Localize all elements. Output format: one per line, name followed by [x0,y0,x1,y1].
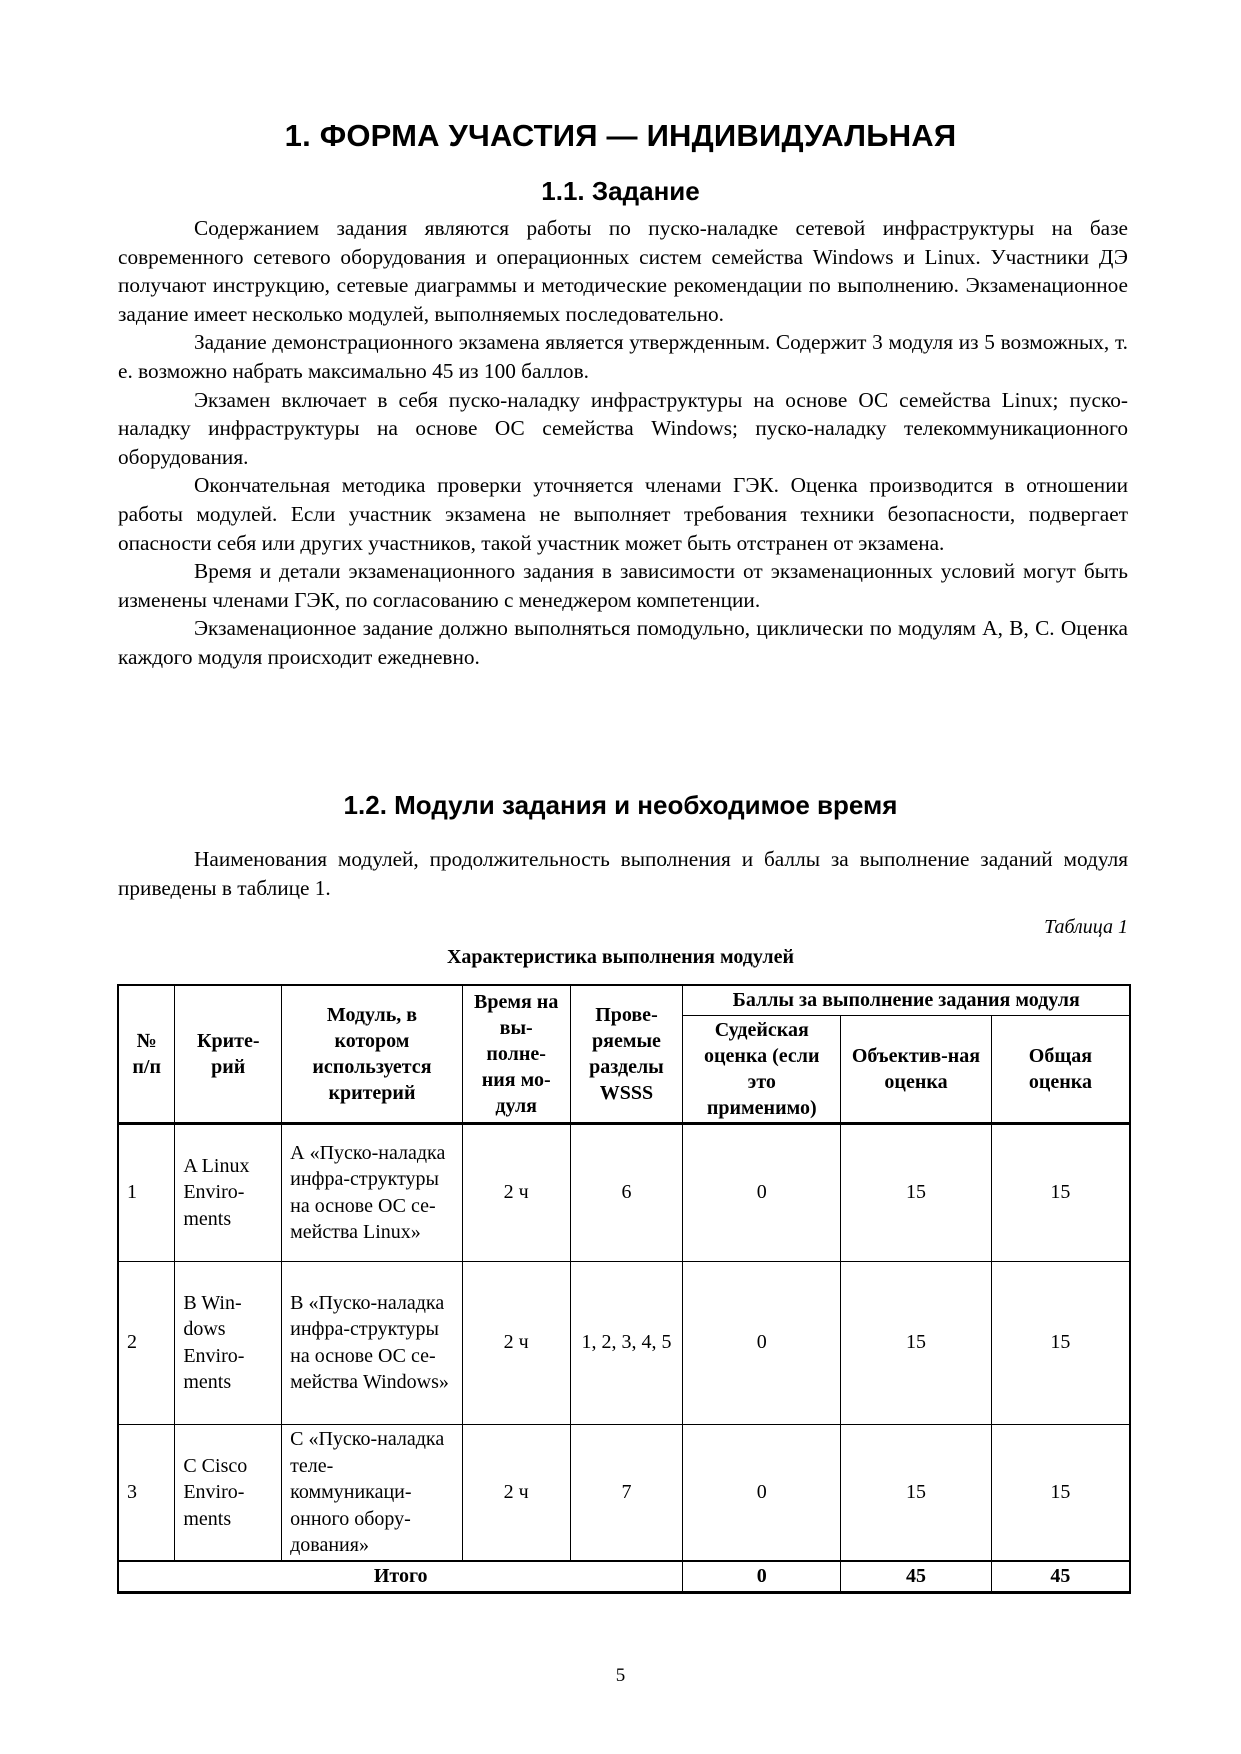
modules-table [117,984,1131,1594]
cell-criterion: B Win-dows Enviro-ments [175,1261,282,1424]
header-module: Модуль, в котором используется критерий [282,985,463,1123]
cell-time: 2 ч [462,1123,570,1261]
subsection-title-task: 1.1. Задание [541,176,700,206]
table-title: Характеристика выполнения модулей [446,946,795,968]
header-judge: Судейская оценка (если это применимо) [683,1015,841,1123]
cell-total: 15 [991,1123,1130,1261]
section-title: 1. ФОРМА УЧАСТИЯ — ИНДИВИДУАЛЬНАЯ [284,118,957,153]
table-row [118,1123,1130,1261]
cell-sections: 7 [570,1424,683,1561]
header-criterion: Крите-рий [175,985,282,1123]
cell-judge: 0 [683,1261,841,1424]
paragraph: Задание демонстрационного экзамена является утвержденным. Содержит 3 модуля из 5 возможных, т. е. возможно набрать максимально 45 из 100 баллов. [118,330,1128,383]
cell-sections: 1, 2, 3, 4, 5 [570,1261,683,1424]
cell-judge: 0 [683,1123,841,1261]
paragraph: Экзаменационное задание должно выполняться помодульно, циклически по модулям A, B, C. Оценка каждого модуля происходит ежедневно. [118,616,1128,669]
cell-objective: 15 [841,1261,992,1424]
cell-judge: 0 [683,1424,841,1561]
total-total: 45 [991,1561,1130,1592]
cell-criterion: A Linux Enviro-ments [175,1123,282,1261]
table-row [118,1261,1130,1424]
cell-num: 2 [118,1261,175,1424]
cell-num: 1 [118,1123,175,1261]
subsection-title-modules: 1.2. Модули задания и необходимое время [343,790,898,820]
header-points-group: Баллы за выполнение задания модуля [683,985,1130,1015]
total-judge: 0 [683,1561,841,1592]
cell-objective: 15 [841,1424,992,1561]
task-description [118,214,1128,672]
header-time: Время на вы-полне-ния мо-дуля [462,985,570,1123]
cell-total: 15 [991,1424,1130,1561]
header-total: Общая оценка [991,1015,1130,1123]
cell-module: А «Пуско-наладка инфра-структуры на основе ОС се-мейства Linux» [282,1123,463,1261]
paragraph: Время и детали экзаменационного задания в зависимости от экзаменационных условий могут быть изменены членами ГЭК, по согласованию с менеджером компетенции. [118,559,1128,612]
paragraph: Содержанием задания являются работы по пуско-наладке сетевой инфраструктуры на базе современного сетевого оборудования и операционных систем семейства Windows и Linux. Участники ДЭ получают инструкцию, сетевые диаграммы и методические рекомендации по выполнению. Экзаменационное задание имеет несколько модулей, выполняемых последовательно. [118,216,1128,326]
table-total-row [118,1561,1130,1592]
cell-sections: 6 [570,1123,683,1261]
cell-module: В «Пуско-наладка инфра-структуры на основе ОС се-мейства Windows» [282,1261,463,1424]
total-label: Итого [118,1561,683,1592]
total-objective: 45 [841,1561,992,1592]
table-row [118,1424,1130,1561]
cell-time: 2 ч [462,1261,570,1424]
cell-objective: 15 [841,1123,992,1261]
paragraph: Наименования модулей, продолжительность выполнения и баллы за выполнение заданий модуля приведены в таблице 1. [118,847,1128,900]
modules-intro [118,845,1128,902]
page-number: 5 [615,1665,626,1686]
table-caption: Таблица 1 [1044,916,1128,938]
cell-criterion: C Cisco Enviro-ments [175,1424,282,1561]
cell-num: 3 [118,1424,175,1561]
paragraph: Окончательная методика проверки уточняется членами ГЭК. Оценка производится в отношении работы модулей. Если участник экзамена не выполняет требования техники безопасности, подвергает опасности себя или других участников, такой участник может быть отстранен от экзамена. [118,473,1128,555]
paragraph: Экзамен включает в себя пуско-наладку инфраструктуры на основе ОС семейства Linux; пуско-наладку инфраструктуры на основе ОС семейства Windows; пуско-наладку телекоммуникационного оборудования. [118,387,1128,469]
header-objective: Объектив-ная оценка [841,1015,992,1123]
cell-module: С «Пуско-наладка теле-коммуникаци-онного обору-дования» [282,1424,463,1561]
header-num: № п/п [118,985,175,1123]
cell-time: 2 ч [462,1424,570,1561]
cell-total: 15 [991,1261,1130,1424]
header-sections: Прове-ряемые разделы WSSS [570,985,683,1123]
